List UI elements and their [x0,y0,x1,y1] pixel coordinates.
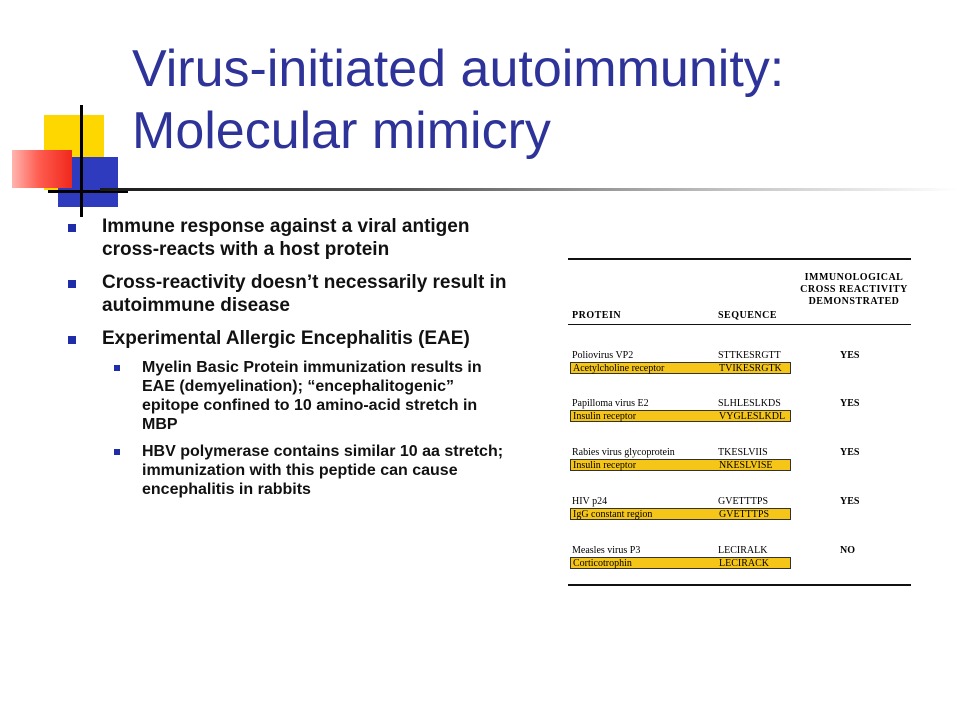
table-row [568,496,911,528]
viral-sequence: TKESLVIIS [718,447,768,458]
host-row-highlight [570,410,791,422]
host-row-highlight [570,508,791,520]
bullet-item [62,215,512,261]
table-row [568,447,911,479]
table-row [568,350,911,382]
mimicry-table [568,258,911,588]
bullet-item [62,271,512,317]
viral-protein: Papilloma virus E2 [572,398,649,409]
host-sequence: GVETTTPS [719,509,769,520]
viral-sequence: SLHLESLKDS [718,398,781,409]
reactivity-value: YES [840,496,860,507]
host-sequence: VYGLESLKDL [719,411,786,422]
sub-bullet-text: Myelin Basic Protein immunization results in EAE (demyelination); “encephalitogenic” epitope confined to 10 amino-acid stretch in MBP [142,359,482,433]
host-row-highlight [570,459,791,471]
bullet-text: Cross-reactivity doesn’t necessarily result in autoimmune disease [102,272,507,316]
reactivity-value: YES [840,447,860,458]
table-header-rule [568,324,911,325]
host-sequence: TVIKESRGTK [719,363,782,374]
viral-sequence: LECIRALK [718,545,768,556]
viral-protein: Poliovirus VP2 [572,350,634,361]
host-row-highlight [570,557,791,569]
table-top-rule [568,258,911,260]
viral-protein: Measles virus P3 [572,545,641,556]
sub-bullet-text: HBV polymerase contains similar 10 aa stretch; immunization with this peptide can cause encephalitis in rabbits [142,443,504,498]
table-bottom-rule [568,584,911,586]
table-row [568,398,911,430]
header-sequence: SEQUENCE [718,310,778,321]
title-underline [100,188,960,191]
bullet-text: Experimental Allergic Encephalitis (EAE) [102,328,470,349]
header-protein: PROTEIN [572,310,622,321]
reactivity-value: YES [840,350,860,361]
sub-bullet-square-icon [114,365,120,371]
bullet-list [62,215,512,507]
sub-bullet-square-icon [114,449,120,455]
bullet-square-icon [68,336,76,344]
viral-sequence: STTKESRGTT [718,350,781,361]
decor-red-square [12,150,72,188]
viral-protein: Rabies virus glycoprotein [572,447,675,458]
decor-vertical-line [80,105,83,217]
sub-bullet-item [62,442,512,499]
slide-title-line-1: Virus-initiated autoimmunity: [132,40,785,98]
host-protein: Acetylcholine receptor [573,363,665,374]
viral-protein: HIV p24 [572,496,608,507]
slide-title [132,38,932,162]
bullet-item [62,327,512,350]
slide-title-line-2: Molecular mimicry [132,102,551,160]
header-immuno-reactivity: IMMUNOLOGICAL CROSS REACTIVITY DEMONSTRATED [800,272,908,307]
table-row [568,545,911,577]
host-sequence: LECIRACK [719,558,769,569]
reactivity-value: NO [840,545,855,556]
bullet-text: Immune response against a viral antigen cross-reacts with a host protein [102,216,470,260]
host-protein: IgG constant region [573,509,653,520]
bullet-square-icon [68,224,76,232]
host-sequence: NKESLVISE [719,460,773,471]
host-protein: Corticotrophin [573,558,632,569]
viral-sequence: GVETTTPS [718,496,768,507]
host-protein: Insulin receptor [573,411,637,422]
bullet-square-icon [68,280,76,288]
reactivity-value: YES [840,398,860,409]
sub-bullet-item [62,358,512,434]
host-protein: Insulin receptor [573,460,637,471]
host-row-highlight [570,362,791,374]
